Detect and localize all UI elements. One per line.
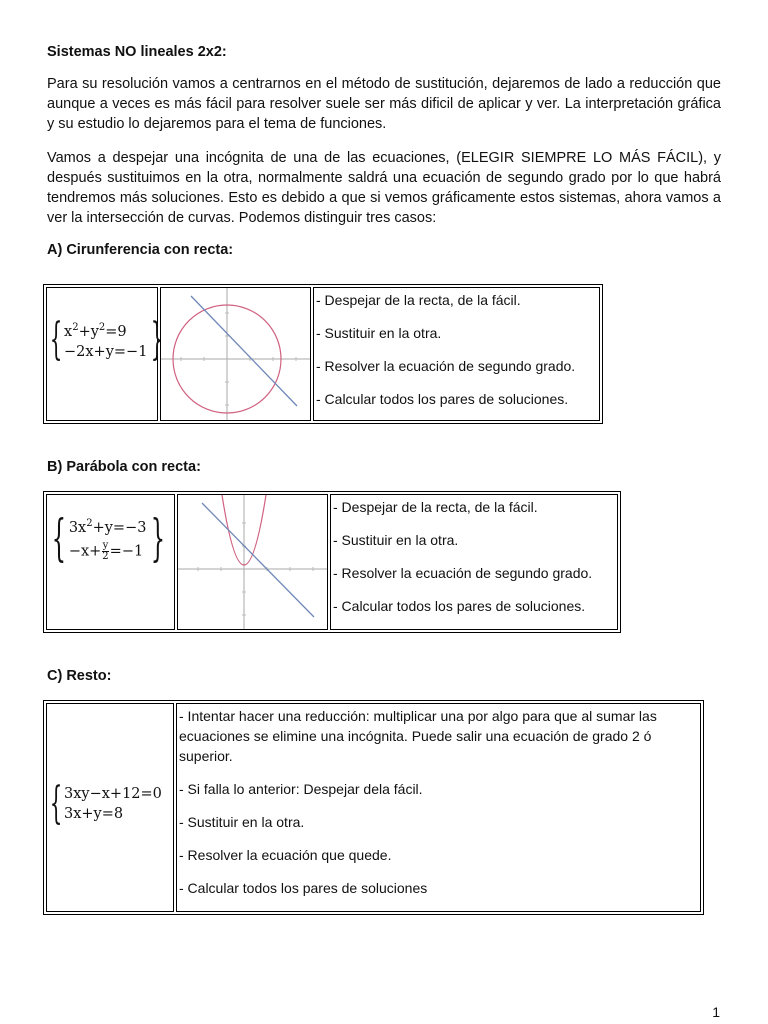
right-brace: } [151, 314, 164, 365]
page-title: Sistemas NO lineales 2x2: [47, 44, 227, 60]
intro-paragraph-1: Para su resolución vamos a centrarnos en el método de sustitución, dejaremos de lado a reducción que aunque a veces es más fácil para resolver suele ser más dificil de aplicar y ver. La interpretación gráfica y su estudio lo dejaremos para el tema de funciones. [47, 76, 721, 132]
section-a-step-3: - Resolver la ecuación de segundo grado. [316, 358, 576, 374]
left-brace: { [49, 314, 63, 365]
section-c-step-1: - Intentar hacer una reducción: multiplicar una por algo para que al sumar las ecuaciones se elimine una incógnita. Puede salir una ecuación de grado 2 ó superior. [179, 708, 657, 764]
section-c-equations-cell [46, 703, 174, 912]
section-c-eq1: 3xy−x+12=0 [64, 786, 162, 802]
parabola-line-graph [178, 495, 327, 629]
section-b-equations-cell [46, 494, 175, 630]
section-b-table [43, 491, 621, 633]
section-a-eq1: $x^2+y^2=9$ [64, 322, 127, 340]
section-b-graph-cell [177, 494, 328, 630]
section-a-step-4: - Calcular todos los pares de soluciones. [316, 391, 569, 407]
section-b-step-1: - Despejar de la recta, de la fácil. [333, 499, 538, 515]
straight-line [191, 296, 297, 406]
section-a-system [48, 314, 171, 365]
section-b-step-2: - Sustituir en la otra. [333, 532, 459, 548]
section-c-step-5: - Calcular todos los pares de soluciones [179, 880, 428, 896]
section-a-steps-cell [313, 287, 600, 421]
section-b-system [49, 509, 174, 567]
section-b-eq1: $3x^2+y=-3$ [68, 517, 147, 536]
section-b-eq2: −x+ $\frac{y}{2}$ =−1 [68, 540, 144, 563]
document-body [47, 44, 721, 258]
section-b-step-4: - Calcular todos los pares de soluciones. [333, 598, 586, 614]
section-a-graph-cell [160, 287, 311, 421]
section-a-heading: A) Cirunferencia con recta: [47, 242, 234, 258]
section-c-step-3: - Sustituir en la otra. [179, 814, 305, 830]
section-c-table [43, 700, 704, 915]
section-a-table [43, 284, 603, 424]
section-a-step-1: - Despejar de la recta, de la fácil. [316, 292, 521, 308]
section-a-eq2: −2x+y=−1 [64, 343, 148, 360]
left-brace: { [49, 778, 63, 829]
section-b-heading: B) Parábola con recta: [47, 459, 201, 475]
section-b-step-3: - Resolver la ecuación de segundo grado. [333, 565, 593, 581]
section-b-steps-cell [330, 494, 618, 630]
left-brace: { [51, 509, 67, 567]
right-brace: } [151, 509, 166, 567]
page-number: 1 [712, 1004, 720, 1020]
section-c-step-4: - Resolver la ecuación que quede. [179, 847, 392, 863]
section-c-eq2: 3x+y=8 [64, 806, 124, 822]
section-c-system [48, 778, 162, 829]
circle-line-graph [161, 288, 310, 420]
section-a-equations-cell [46, 287, 164, 421]
section-c-steps-cell [176, 703, 701, 912]
section-c-step-2: - Si falla lo anterior: Despejar dela fácil. [179, 781, 423, 797]
intro-paragraph-2: Vamos a despejar una incógnita de una de las ecuaciones, (ELEGIR SIEMPRE LO MÁS FÁCIL), y después sustituimos en la otra, normalmente saldrá una ecuación de segundo grado por lo que habrá tendremos más soluciones. Esto es debido a que si vemos gráficamente estos sistemas, ahora vamos a ver la intersección de curvas. Podemos distinguir tres casos: [47, 150, 721, 226]
section-c-heading: C) Resto: [47, 668, 112, 684]
section-a-step-2: - Sustituir en la otra. [316, 325, 442, 341]
straight-line [202, 503, 314, 617]
